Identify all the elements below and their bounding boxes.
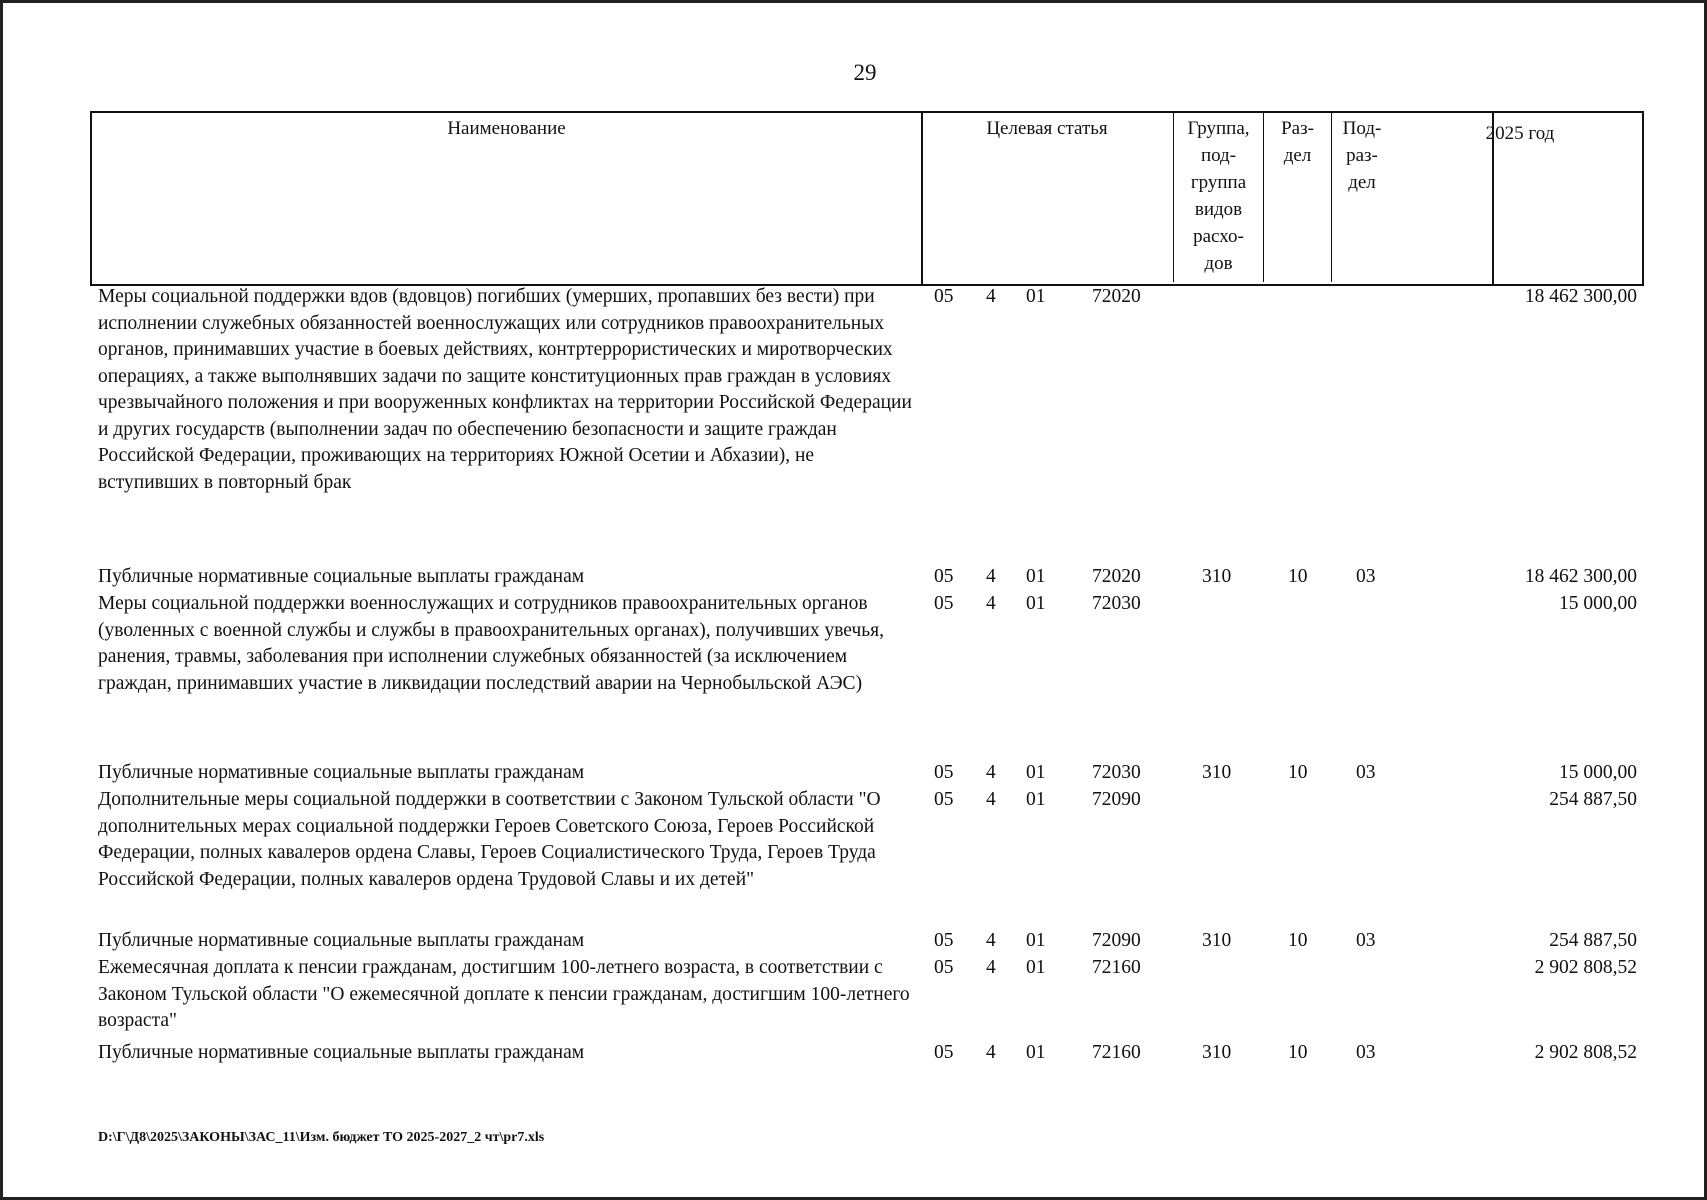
target-code-3: 01 <box>1026 1042 1046 1063</box>
row-name: Публичные нормативные социальные выплаты гражданам <box>98 1042 585 1063</box>
target-code-2: 4 <box>986 566 996 587</box>
target-code-4: 72160 <box>1092 1042 1141 1063</box>
row-name: Публичные нормативные социальные выплаты гражданам <box>98 762 585 783</box>
subsection-code: 03 <box>1356 1042 1376 1063</box>
target-code-1: 05 <box>934 957 954 978</box>
expense-group: 310 <box>1202 930 1232 951</box>
expense-group: 310 <box>1202 1042 1232 1063</box>
target-code-3: 01 <box>1026 286 1046 307</box>
target-code-2: 4 <box>986 957 996 978</box>
target-code-2: 4 <box>986 1042 996 1063</box>
header-name: Наименование <box>447 118 566 139</box>
section-code: 10 <box>1288 566 1308 587</box>
amount-2025: 2 902 808,52 <box>1534 957 1637 978</box>
amount-2025: 2 902 808,52 <box>1534 1042 1637 1063</box>
header-subsection: Под- раз- дел <box>1342 118 1382 193</box>
expense-group: 310 <box>1202 566 1232 587</box>
target-code-4: 72020 <box>1092 286 1141 307</box>
target-code-1: 05 <box>934 566 954 587</box>
page-number: 29 <box>853 60 877 85</box>
target-code-4: 72160 <box>1092 957 1141 978</box>
target-code-4: 72030 <box>1092 762 1141 783</box>
amount-2025: 18 462 300,00 <box>1524 286 1637 307</box>
target-code-4: 72020 <box>1092 566 1141 587</box>
target-code-3: 01 <box>1026 930 1046 951</box>
target-code-3: 01 <box>1026 762 1046 783</box>
target-code-1: 05 <box>934 762 954 783</box>
row-name: Дополнительные меры социальной поддержки в соответствии с Законом Тульской области "О дополнительных мерах социальной поддержки Героев Советского Союза, Героев Российской Федерации, полных кавалеров ордена Славы, Героев Социалистического Труда, Героев Труда Российской Федерации, полных кавалеров ордена Трудовой Славы и их детей" <box>98 789 881 890</box>
header-year: 2025 год <box>1485 123 1555 144</box>
target-code-1: 05 <box>934 1042 954 1063</box>
target-code-4: 72090 <box>1092 789 1141 810</box>
target-code-4: 72090 <box>1092 930 1141 951</box>
amount-2025: 18 462 300,00 <box>1524 566 1637 587</box>
header-group: Группа, под- группа видов расхо- дов <box>1187 118 1250 274</box>
section-code: 10 <box>1288 1042 1308 1063</box>
target-code-3: 01 <box>1026 593 1046 614</box>
target-code-3: 01 <box>1026 789 1046 810</box>
target-code-1: 05 <box>934 286 954 307</box>
subsection-code: 03 <box>1356 930 1376 951</box>
target-code-1: 05 <box>934 930 954 951</box>
scan-border-left <box>0 0 3 1200</box>
section-code: 10 <box>1288 930 1308 951</box>
target-code-2: 4 <box>986 930 996 951</box>
header-target-article: Целевая статья <box>986 118 1108 139</box>
row-name: Ежемесячная доплата к пенсии гражданам, достигшим 100-летнего возраста, в соответствии с Законом Тульской области "О ежемесячной доплате к пенсии гражданам, достигшим 100-летнего возраста" <box>98 957 910 1031</box>
target-code-2: 4 <box>986 593 996 614</box>
subsection-code: 03 <box>1356 762 1376 783</box>
target-code-1: 05 <box>934 789 954 810</box>
target-code-2: 4 <box>986 789 996 810</box>
amount-2025: 254 887,50 <box>1549 930 1637 951</box>
scan-border-top <box>0 0 1707 3</box>
row-name: Публичные нормативные социальные выплаты гражданам <box>98 930 585 951</box>
expense-group: 310 <box>1202 762 1232 783</box>
target-code-4: 72030 <box>1092 593 1141 614</box>
row-name: Публичные нормативные социальные выплаты гражданам <box>98 566 585 587</box>
section-code: 10 <box>1288 762 1308 783</box>
amount-2025: 15 000,00 <box>1559 593 1637 614</box>
row-name: Меры социальной поддержки военнослужащих и сотрудников правоохранительных органов (уволенных с военной службы и службы в правоохранительных органах), получивших увечья, ранения, травмы, заболевания при исполнении служебных обязанностей (за исключением граждан, принимавших участие в ликвидации последствий аварии на Чернобыльской АЭС) <box>98 593 884 694</box>
target-code-2: 4 <box>986 286 996 307</box>
subsection-code: 03 <box>1356 566 1376 587</box>
amount-2025: 15 000,00 <box>1559 762 1637 783</box>
amount-2025: 254 887,50 <box>1549 789 1637 810</box>
file-path-footer: D:\Г\Д8\2025\ЗАКОНЫ\ЗАС_11\Изм. бюджет ТО 2025-2027_2 чт\pr7.xls <box>98 1130 545 1145</box>
row-name: Меры социальной поддержки вдов (вдовцов) погибших (умерших, пропавших без вести) при исполнении служебных обязанностей военнослужащих или сотрудников правоохранительных органов, принимавших участие в боевых действиях, контртеррористических и миротворческих операциях, а также выполнявших задачи по защите конституционных прав граждан в условиях чрезвычайного положения и при вооруженных конфликтах на территории Российской Федерации и других государств (выполнении задач по обеспечению безопасности и защите граждан Российской Федерации, проживающих на территориях Южной Осетии и Абхазии), не вступивших в повторный брак <box>98 286 912 493</box>
target-code-3: 01 <box>1026 566 1046 587</box>
target-code-3: 01 <box>1026 957 1046 978</box>
header-section: Раз- дел <box>1281 118 1314 166</box>
target-code-1: 05 <box>934 593 954 614</box>
target-code-2: 4 <box>986 762 996 783</box>
